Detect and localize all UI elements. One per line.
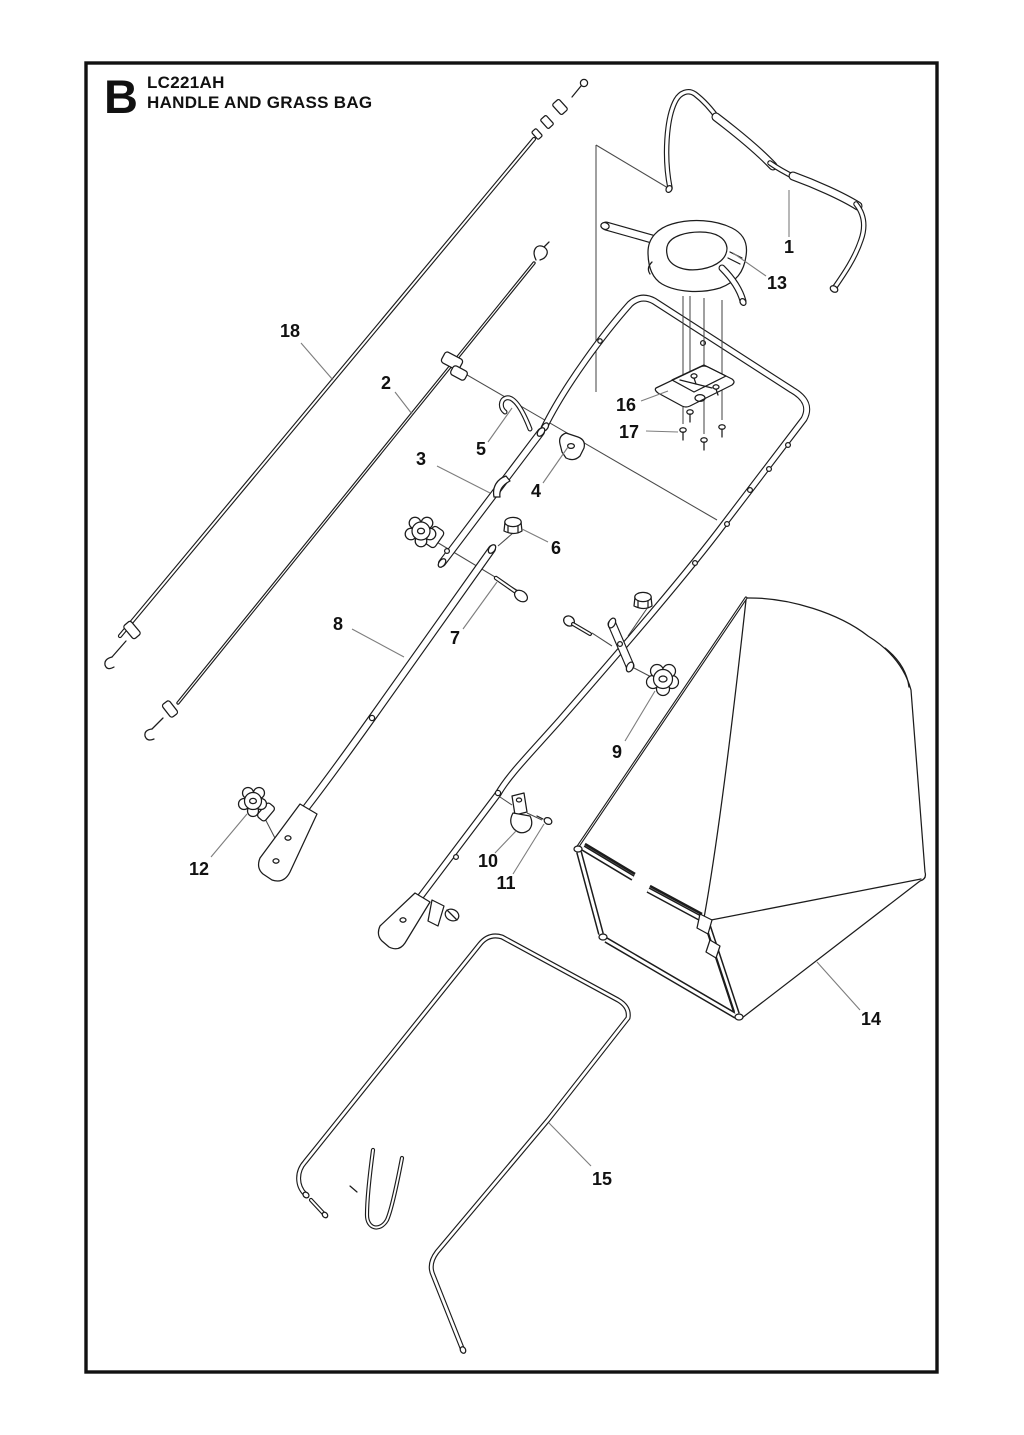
part-label-17: 17 [618, 422, 640, 442]
tube-stroke [306, 549, 492, 808]
cable-sleeve [494, 476, 510, 497]
part-label-2: 2 [380, 373, 392, 393]
tube-stroke [573, 624, 590, 634]
part-label-9: 9 [611, 742, 623, 762]
part-label-1: 1 [783, 237, 795, 257]
bag-frame-15 [299, 936, 629, 1354]
lower-handle-tube-left [239, 543, 498, 881]
bag-opening-frame [574, 844, 743, 1020]
leader-line-6 [522, 529, 548, 542]
throttle-cable [105, 79, 588, 668]
leader-line-2 [395, 392, 412, 414]
leader-line-14 [817, 962, 860, 1010]
tube-stroke [442, 432, 541, 563]
leader-line-4 [543, 447, 568, 483]
model-code: LC221AH [147, 73, 225, 92]
handle-knob-left [405, 517, 445, 549]
console-13 [600, 221, 747, 307]
cable-adjuster [162, 700, 179, 718]
tube-stroke [178, 263, 534, 703]
cable-clamp-10 [511, 793, 553, 833]
cap-nut [504, 517, 522, 533]
control-cable [145, 242, 549, 740]
part-label-8: 8 [332, 614, 344, 634]
part-label-16: 16 [615, 395, 637, 415]
leader-line-15 [549, 1123, 591, 1166]
part-label-3: 3 [415, 449, 427, 469]
page-border [86, 63, 937, 1372]
leader-line-5 [488, 408, 512, 442]
handle-clamp [560, 433, 585, 460]
part-label-14: 14 [860, 1009, 882, 1029]
tube-stroke [120, 139, 534, 636]
right-leg-fasteners [562, 592, 679, 695]
part-label-18: 18 [279, 321, 301, 341]
tube-stroke [496, 578, 516, 592]
section-letter: B [104, 70, 138, 123]
leg-bracket-end [378, 893, 430, 949]
cable-ring-tip [580, 79, 587, 86]
part-label-15: 15 [591, 1169, 613, 1189]
leader-line-17 [646, 431, 678, 432]
plane-line [596, 145, 668, 188]
carriage-bolt [496, 578, 530, 604]
part-label-5: 5 [475, 439, 487, 459]
leader-line-10 [495, 831, 516, 853]
part-label-12: 12 [188, 859, 210, 879]
tube-stroke [299, 936, 629, 1348]
clip-piece [428, 900, 444, 926]
part-label-11: 11 [496, 873, 516, 893]
leader-line-12 [211, 814, 247, 857]
screws-17 [680, 410, 725, 450]
section-title: HANDLE AND GRASS BAG [147, 93, 373, 112]
part-label-6: 6 [550, 538, 562, 558]
tube-stroke [835, 204, 864, 287]
leader-line-9 [625, 691, 655, 741]
part-label-7: 7 [449, 628, 461, 648]
tube-stroke [716, 117, 773, 166]
cable-housing-clamp [440, 351, 468, 381]
part-label-4: 4 [530, 481, 542, 501]
part-labels [189, 190, 881, 1189]
tube-stroke [299, 936, 629, 1348]
cable-end-barrel [123, 620, 141, 639]
tube-stroke [421, 298, 807, 896]
clamp-screw-11 [537, 816, 553, 826]
cable-barrel [552, 99, 568, 115]
handle-knob-9 [647, 665, 679, 696]
part-label-10: 10 [477, 851, 499, 871]
leader-line-3 [437, 466, 490, 493]
leader-line-8 [352, 629, 404, 657]
cable-nut [540, 115, 554, 129]
tube-stroke [793, 176, 858, 206]
tube-stroke [311, 1200, 324, 1214]
part-label-13: 13 [766, 273, 788, 293]
leader-line-18 [301, 343, 333, 380]
tube-stroke [421, 298, 807, 896]
